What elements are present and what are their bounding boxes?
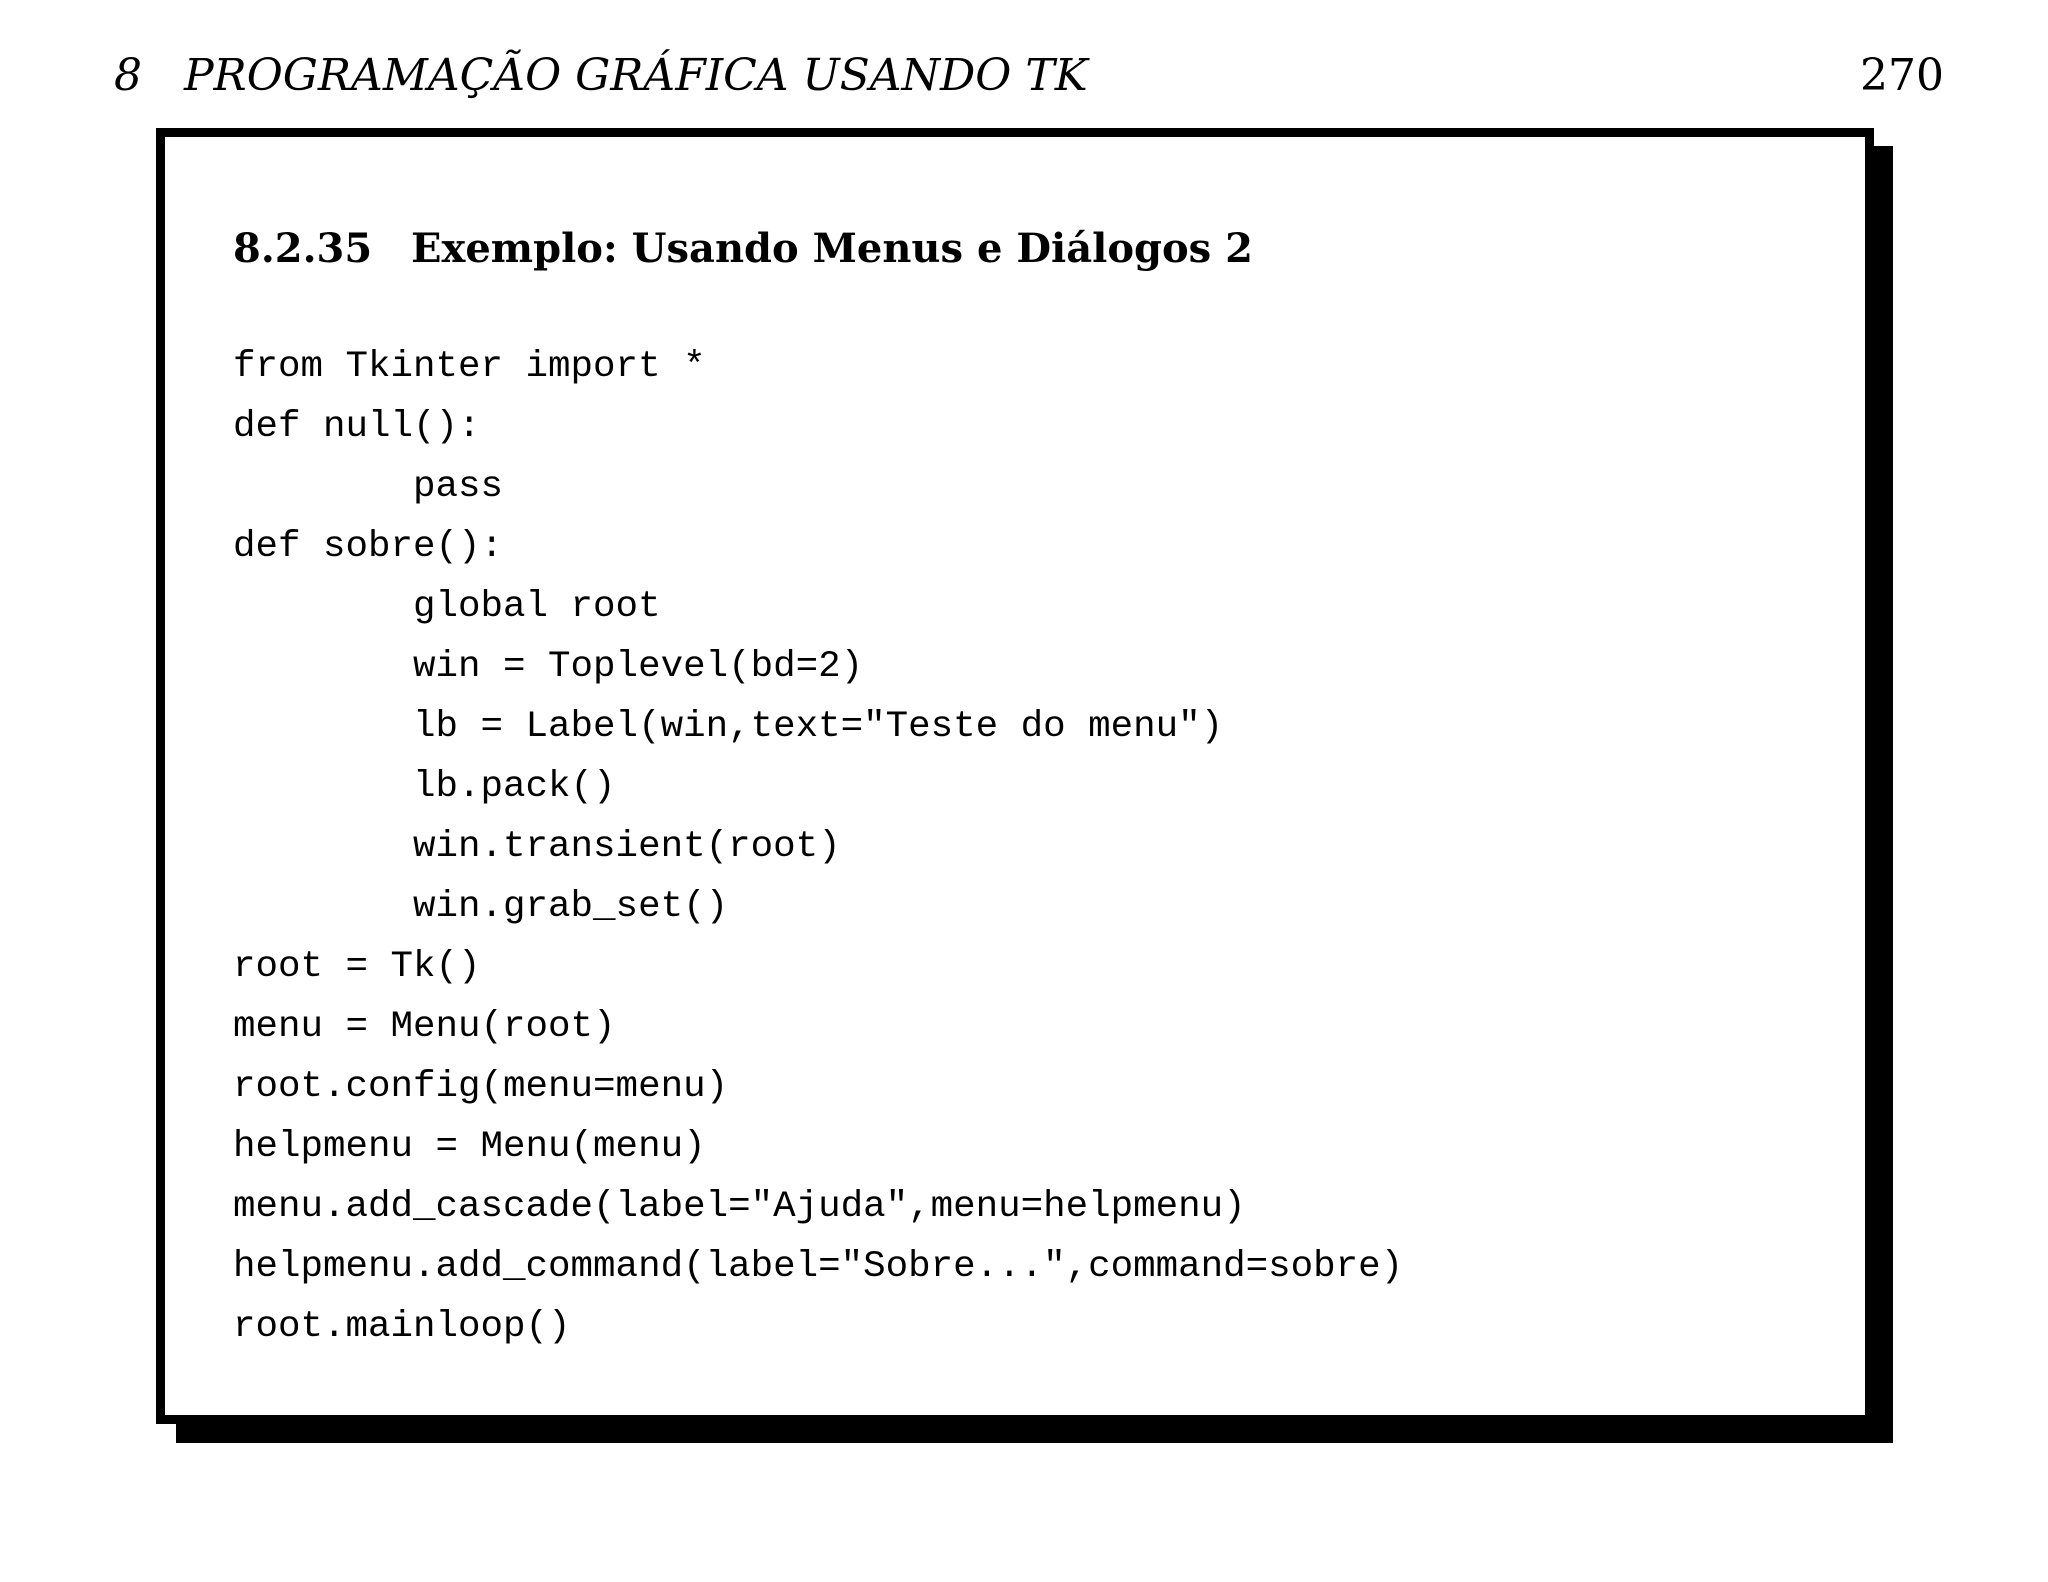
code-line: menu.add_cascade(label="Ajuda",menu=helpmenu) <box>233 1186 1246 1228</box>
code-line: helpmenu = Menu(menu) <box>233 1126 706 1168</box>
code-line: lb.pack() <box>233 766 616 808</box>
code-line: helpmenu.add_command(label="Sobre...",command=sobre) <box>233 1246 1404 1288</box>
code-line: pass <box>233 466 504 508</box>
code-line: lb = Label(win,text="Teste do menu") <box>233 706 1224 748</box>
page-header <box>114 50 1944 120</box>
section-title: Exemplo: Usando Menus e Diálogos 2 <box>411 225 1253 272</box>
code-line: def null(): <box>233 406 481 448</box>
section-heading <box>233 225 1253 272</box>
code-line: win.transient(root) <box>233 826 841 868</box>
code-line: def sobre(): <box>233 526 504 568</box>
chapter-title: 8 PROGRAMAÇÃO GRÁFICA USANDO TK <box>114 50 1088 101</box>
code-line: root = Tk() <box>233 946 481 988</box>
code-line: root.mainloop() <box>233 1306 571 1348</box>
code-line: menu = Menu(root) <box>233 1006 616 1048</box>
page-number: 270 <box>1860 50 1944 101</box>
section-number: 8.2.35 <box>233 225 373 272</box>
code-frame <box>156 128 1874 1424</box>
code-line: root.config(menu=menu) <box>233 1066 729 1108</box>
code-line: global root <box>233 586 661 628</box>
code-line: win.grab_set() <box>233 886 729 928</box>
code-line: from Tkinter import * <box>233 346 706 388</box>
code-listing <box>233 337 1403 1357</box>
code-line: win = Toplevel(bd=2) <box>233 646 864 688</box>
